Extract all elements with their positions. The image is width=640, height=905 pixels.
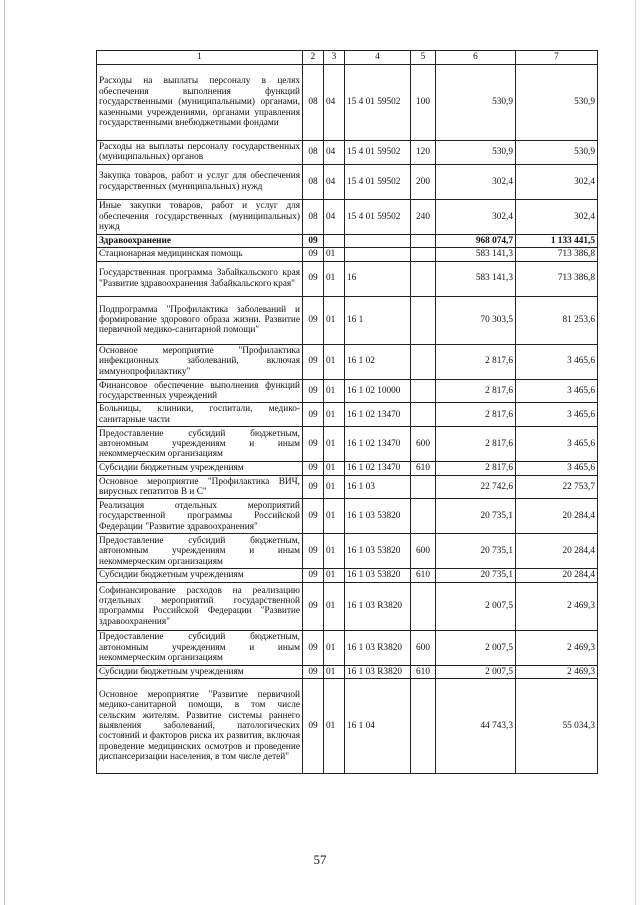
row-amount-year1: 2 817,6 <box>436 403 516 427</box>
row-subsection: 04 <box>324 164 345 199</box>
row-name: Расходы на выплаты персоналу государственных (муниципальных) органов <box>97 141 303 165</box>
row-subsection: 01 <box>324 665 345 678</box>
row-amount-year1: 2 817,6 <box>436 462 516 475</box>
row-expense-type <box>411 379 436 403</box>
row-target-article: 16 <box>345 261 411 296</box>
row-amount-year2: 713 386,8 <box>516 261 598 296</box>
row-name: Субсидии бюджетным учреждениям <box>97 569 303 582</box>
row-name: Здравоохранение <box>97 234 303 247</box>
table-row <box>97 141 598 165</box>
row-target-article: 15 4 01 59502 <box>345 164 411 199</box>
row-amount-year2: 1 133 441,5 <box>516 234 598 247</box>
row-name: Расходы на выплаты персоналу в целях обеспечения выполнения функций государственными (муниципальными) органами, казенными учреждениями, органами управления государственными внебюджетными фондами <box>97 65 303 141</box>
row-section: 08 <box>303 65 324 141</box>
page-number: 57 <box>313 852 327 867</box>
row-expense-type <box>411 344 436 379</box>
row-name: Предоставление субсидий бюджетным, автономным учреждениям и иным некоммерческим организациям <box>97 427 303 462</box>
row-section: 08 <box>303 141 324 165</box>
table-row <box>97 630 598 665</box>
row-name: Больницы, клиники, госпитали, медико-санитарные части <box>97 403 303 427</box>
row-section: 09 <box>303 379 324 403</box>
header-col-section: 2 <box>303 51 324 65</box>
row-subsection: 01 <box>324 569 345 582</box>
row-subsection: 01 <box>324 475 345 499</box>
table-row <box>97 427 598 462</box>
row-section: 09 <box>303 630 324 665</box>
row-name: Предоставление субсидий бюджетным, автономным учреждениям и иным некоммерческим организациям <box>97 630 303 665</box>
row-target-article: 16 1 03 53820 <box>345 534 411 569</box>
row-amount-year1: 2 007,5 <box>436 582 516 630</box>
row-target-article: 16 1 03 R3820 <box>345 630 411 665</box>
row-subsection: 01 <box>324 630 345 665</box>
row-amount-year2: 3 465,6 <box>516 427 598 462</box>
row-name: Финансовое обеспечение выполнения функций государственных учреждений <box>97 379 303 403</box>
row-subsection: 01 <box>324 679 345 774</box>
row-expense-type: 120 <box>411 141 436 165</box>
row-name: Основное мероприятие "Профилактика ВИЧ, вирусных гепатитов В и С" <box>97 475 303 499</box>
row-subsection: 01 <box>324 296 345 344</box>
row-amount-year1: 2 007,5 <box>436 630 516 665</box>
budget-table <box>96 50 598 774</box>
row-expense-type <box>411 234 436 247</box>
row-target-article: 16 1 02 13470 <box>345 427 411 462</box>
row-target-article <box>345 248 411 261</box>
row-section: 09 <box>303 569 324 582</box>
row-amount-year1: 2 007,5 <box>436 665 516 678</box>
row-expense-type: 240 <box>411 199 436 234</box>
row-amount-year2: 530,9 <box>516 65 598 141</box>
table-row <box>97 261 598 296</box>
row-subsection: 04 <box>324 199 345 234</box>
table-row <box>97 344 598 379</box>
header-col-expense-type: 5 <box>411 51 436 65</box>
row-target-article: 16 1 02 13470 <box>345 462 411 475</box>
row-expense-type <box>411 296 436 344</box>
row-subsection: 01 <box>324 534 345 569</box>
row-amount-year2: 3 465,6 <box>516 344 598 379</box>
row-section: 09 <box>303 403 324 427</box>
row-amount-year2: 81 253,6 <box>516 296 598 344</box>
row-name: Предоставление субсидий бюджетным, автономным учреждениям и иным некоммерческим организациям <box>97 534 303 569</box>
row-amount-year2: 20 284,4 <box>516 499 598 534</box>
row-amount-year2: 20 284,4 <box>516 569 598 582</box>
row-amount-year2: 2 469,3 <box>516 582 598 630</box>
row-amount-year1: 20 735,1 <box>436 569 516 582</box>
row-section: 09 <box>303 665 324 678</box>
row-target-article: 16 1 <box>345 296 411 344</box>
table-row <box>97 582 598 630</box>
row-amount-year2: 2 469,3 <box>516 630 598 665</box>
row-amount-year1: 44 743,3 <box>436 679 516 774</box>
row-section: 09 <box>303 462 324 475</box>
row-expense-type: 100 <box>411 65 436 141</box>
row-amount-year2: 3 465,6 <box>516 403 598 427</box>
table-row <box>97 462 598 475</box>
row-amount-year1: 530,9 <box>436 141 516 165</box>
row-expense-type: 610 <box>411 462 436 475</box>
row-name: Иные закупки товаров, работ и услуг для обеспечения государственных (муниципальных) нужд <box>97 199 303 234</box>
row-target-article: 16 1 03 <box>345 475 411 499</box>
table-row <box>97 475 598 499</box>
row-target-article: 15 4 01 59502 <box>345 199 411 234</box>
row-amount-year2: 530,9 <box>516 141 598 165</box>
row-expense-type: 600 <box>411 534 436 569</box>
row-amount-year2: 3 465,6 <box>516 379 598 403</box>
row-amount-year1: 2 817,6 <box>436 427 516 462</box>
row-subsection: 01 <box>324 462 345 475</box>
row-target-article: 16 1 03 R3820 <box>345 665 411 678</box>
row-name: Закупка товаров, работ и услуг для обеспечения государственных (муниципальных) нужд <box>97 164 303 199</box>
row-target-article: 16 1 02 10000 <box>345 379 411 403</box>
row-amount-year2: 20 284,4 <box>516 534 598 569</box>
row-subsection: 01 <box>324 344 345 379</box>
row-target-article: 16 1 03 R3820 <box>345 582 411 630</box>
row-target-article: 15 4 01 59502 <box>345 141 411 165</box>
row-amount-year1: 20 735,1 <box>436 534 516 569</box>
table-row <box>97 403 598 427</box>
row-expense-type <box>411 679 436 774</box>
row-target-article: 16 1 03 53820 <box>345 499 411 534</box>
row-amount-year2: 22 753,7 <box>516 475 598 499</box>
row-amount-year1: 20 735,1 <box>436 499 516 534</box>
table-row <box>97 499 598 534</box>
row-section: 09 <box>303 261 324 296</box>
row-amount-year2: 55 034,3 <box>516 679 598 774</box>
row-name: Субсидии бюджетным учреждениям <box>97 665 303 678</box>
row-target-article: 16 1 02 13470 <box>345 403 411 427</box>
row-name: Государственная программа Забайкальского края "Развитие здравоохранения Забайкальского края" <box>97 261 303 296</box>
table-header-row <box>97 51 598 65</box>
row-target-article: 15 4 01 59502 <box>345 65 411 141</box>
row-section: 09 <box>303 679 324 774</box>
row-subsection: 01 <box>324 248 345 261</box>
row-amount-year2: 2 469,3 <box>516 665 598 678</box>
row-subsection: 04 <box>324 65 345 141</box>
row-amount-year1: 302,4 <box>436 164 516 199</box>
row-target-article: 16 1 03 53820 <box>345 569 411 582</box>
table-row <box>97 569 598 582</box>
row-section: 09 <box>303 499 324 534</box>
row-section: 09 <box>303 234 324 247</box>
row-target-article <box>345 234 411 247</box>
row-name: Субсидии бюджетным учреждениям <box>97 462 303 475</box>
row-expense-type: 200 <box>411 164 436 199</box>
row-name: Реализация отдельных мероприятий государственной программы Российской Федерации "Развитие здравоохранения" <box>97 499 303 534</box>
table-row <box>97 534 598 569</box>
row-name: Основное мероприятие "Профилактика инфекционных заболеваний, включая иммунопрофилактику" <box>97 344 303 379</box>
row-subsection: 01 <box>324 261 345 296</box>
table-row <box>97 65 598 141</box>
row-expense-type <box>411 403 436 427</box>
row-amount-year1: 583 141,3 <box>436 261 516 296</box>
row-subsection <box>324 234 345 247</box>
row-section: 09 <box>303 344 324 379</box>
row-amount-year1: 583 141,3 <box>436 248 516 261</box>
table-row <box>97 679 598 774</box>
row-amount-year2: 713 386,8 <box>516 248 598 261</box>
row-subsection: 04 <box>324 141 345 165</box>
row-subsection: 01 <box>324 379 345 403</box>
table-row <box>97 248 598 261</box>
row-amount-year2: 302,4 <box>516 199 598 234</box>
row-target-article: 16 1 04 <box>345 679 411 774</box>
row-amount-year1: 302,4 <box>436 199 516 234</box>
row-amount-year1: 70 303,5 <box>436 296 516 344</box>
header-col-amount-year2: 7 <box>516 51 598 65</box>
header-col-subsection: 3 <box>324 51 345 65</box>
row-amount-year1: 2 817,6 <box>436 379 516 403</box>
row-section: 09 <box>303 427 324 462</box>
row-section: 09 <box>303 296 324 344</box>
table-row <box>97 665 598 678</box>
table-row <box>97 199 598 234</box>
header-col-name: 1 <box>97 51 303 65</box>
row-name: Подпрограмма "Профилактика заболеваний и формирование здорового образа жизни. Развитие первичной медико-санитарной помощи" <box>97 296 303 344</box>
row-expense-type <box>411 582 436 630</box>
row-expense-type <box>411 499 436 534</box>
row-amount-year1: 2 817,6 <box>436 344 516 379</box>
row-section: 09 <box>303 534 324 569</box>
header-col-amount-year1: 6 <box>436 51 516 65</box>
header-col-target-article: 4 <box>345 51 411 65</box>
table-row <box>97 379 598 403</box>
row-amount-year1: 968 074,7 <box>436 234 516 247</box>
row-name: Софинансирование расходов на реализацию отдельных мероприятий государственной программы Российской Федерации "Развитие здравоохранения" <box>97 582 303 630</box>
row-amount-year1: 22 742,6 <box>436 475 516 499</box>
row-name: Стационарная медицинская помощь <box>97 248 303 261</box>
row-target-article: 16 1 02 <box>345 344 411 379</box>
row-name: Основное мероприятие "Развитие первичной медико-санитарной помощи, в том числе сельским жителям. Развитие системы раннего выявления заболеваний, патологических состояний и факторов риска их развития, включая проведение медицинских осмотров и проведение диспансеризации населения, в том числе детей" <box>97 679 303 774</box>
row-section: 09 <box>303 475 324 499</box>
row-section: 08 <box>303 164 324 199</box>
scan-right-edge <box>635 0 636 905</box>
row-subsection: 01 <box>324 582 345 630</box>
row-subsection: 01 <box>324 403 345 427</box>
row-expense-type: 610 <box>411 569 436 582</box>
row-expense-type <box>411 248 436 261</box>
row-amount-year2: 3 465,6 <box>516 462 598 475</box>
row-subsection: 01 <box>324 427 345 462</box>
row-amount-year2: 302,4 <box>516 164 598 199</box>
row-amount-year1: 530,9 <box>436 65 516 141</box>
row-expense-type <box>411 261 436 296</box>
table-row <box>97 234 598 247</box>
row-subsection: 01 <box>324 499 345 534</box>
row-section: 09 <box>303 248 324 261</box>
row-section: 09 <box>303 582 324 630</box>
row-expense-type <box>411 475 436 499</box>
row-section: 08 <box>303 199 324 234</box>
row-expense-type: 600 <box>411 427 436 462</box>
row-expense-type: 610 <box>411 665 436 678</box>
scan-left-edge <box>4 0 5 905</box>
table-row <box>97 164 598 199</box>
table-row <box>97 296 598 344</box>
row-expense-type: 600 <box>411 630 436 665</box>
